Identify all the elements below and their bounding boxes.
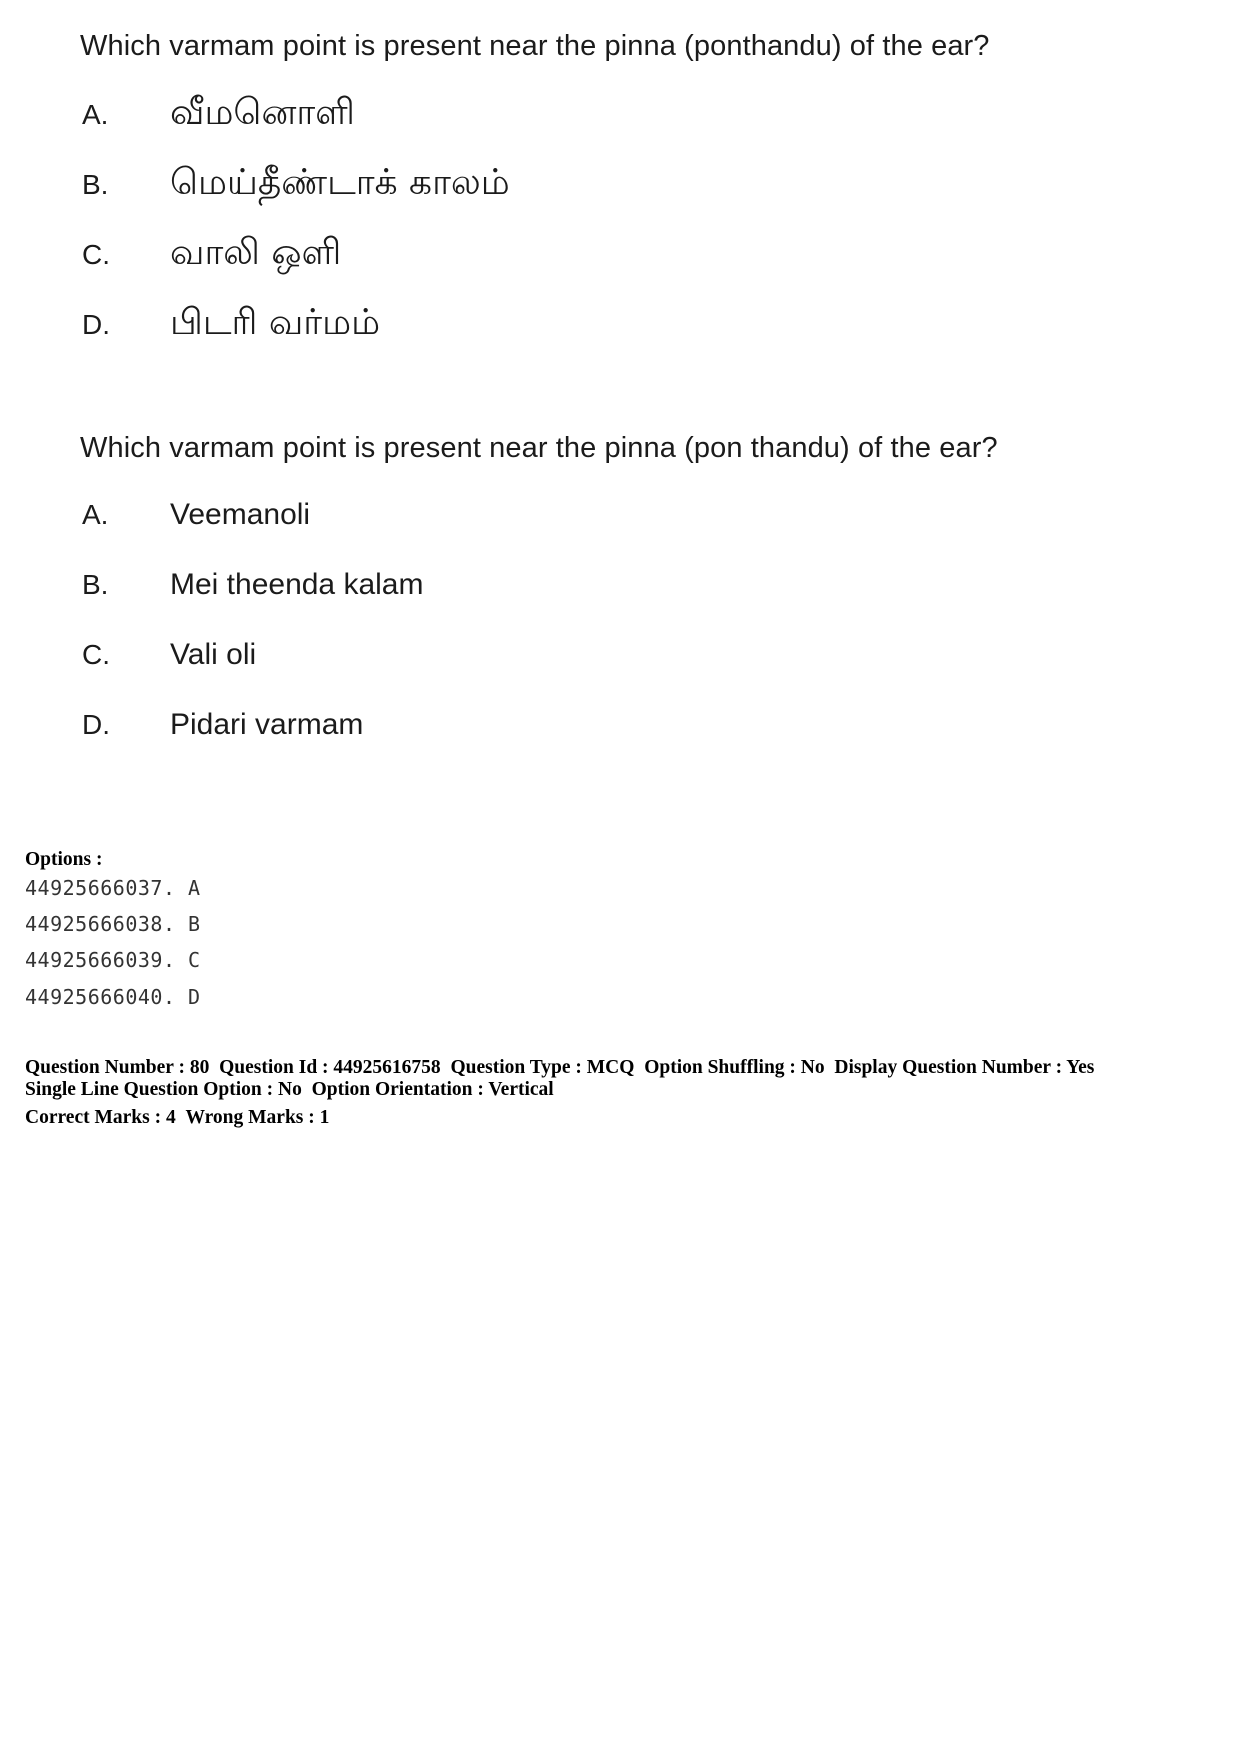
- tamil-option-c: [82, 230, 341, 280]
- option-letter: D.: [82, 709, 110, 740]
- meta-line-2: [25, 1079, 1094, 1101]
- option-letter: C.: [82, 239, 110, 270]
- option-id-d: 44925666040. D: [25, 985, 201, 1009]
- tamil-option-b: [82, 160, 510, 210]
- option-shuffling: Option Shuffling : No: [644, 1057, 825, 1078]
- option-letter: C.: [82, 639, 110, 670]
- question-image: [70, 20, 1110, 760]
- marks-line: [25, 1107, 329, 1129]
- english-option-b: [82, 560, 423, 610]
- single-line-question-option: Single Line Question Option : No: [25, 1079, 302, 1100]
- option-letter: A.: [82, 99, 109, 130]
- tamil-option-d: [82, 300, 380, 350]
- option-text: பிடரி வர்மம்: [170, 302, 381, 343]
- option-text: Pidari varmam: [170, 708, 364, 741]
- tamil-option-a: [82, 90, 355, 140]
- option-id-b: 44925666038. B: [25, 912, 201, 936]
- option-text: வீமனொளி: [170, 92, 355, 133]
- option-letter: B.: [82, 569, 109, 600]
- english-option-a: [82, 490, 310, 540]
- option-text: Vali oli: [170, 638, 257, 671]
- question-type: Question Type : MCQ: [450, 1057, 635, 1078]
- question-number: Question Number : 80: [25, 1057, 210, 1078]
- correct-marks: Correct Marks : 4: [25, 1107, 176, 1128]
- option-orientation: Option Orientation : Vertical: [311, 1079, 554, 1100]
- meta-line-3: [25, 1107, 329, 1129]
- option-text: மெய்தீண்டாக் காலம்: [170, 162, 510, 203]
- option-text: Mei theenda kalam: [170, 568, 424, 601]
- wrong-marks: Wrong Marks : 1: [185, 1107, 330, 1128]
- question-id: Question Id : 44925616758: [219, 1057, 441, 1078]
- option-text: வாலி ஒளி: [170, 232, 342, 273]
- option-id-a: 44925666037. A: [25, 876, 201, 900]
- display-question-number: Display Question Number : Yes: [834, 1057, 1095, 1078]
- option-letter: A.: [82, 499, 109, 530]
- options-heading: Options :: [25, 849, 103, 870]
- english-option-c: [82, 630, 256, 680]
- option-id-c: 44925666039. C: [25, 948, 201, 972]
- meta-line-1: [25, 1057, 1094, 1079]
- option-letter: B.: [82, 169, 109, 200]
- question-text-english-block: Which varmam point is present near the pinna (pon thandu) of the ear?: [80, 432, 998, 464]
- english-option-d: [82, 700, 363, 750]
- question-text-tamil-block: Which varmam point is present near the pinna (ponthandu) of the ear?: [80, 30, 990, 62]
- option-text: Veemanoli: [170, 498, 311, 531]
- question-meta: [25, 1057, 1094, 1101]
- option-letter: D.: [82, 309, 110, 340]
